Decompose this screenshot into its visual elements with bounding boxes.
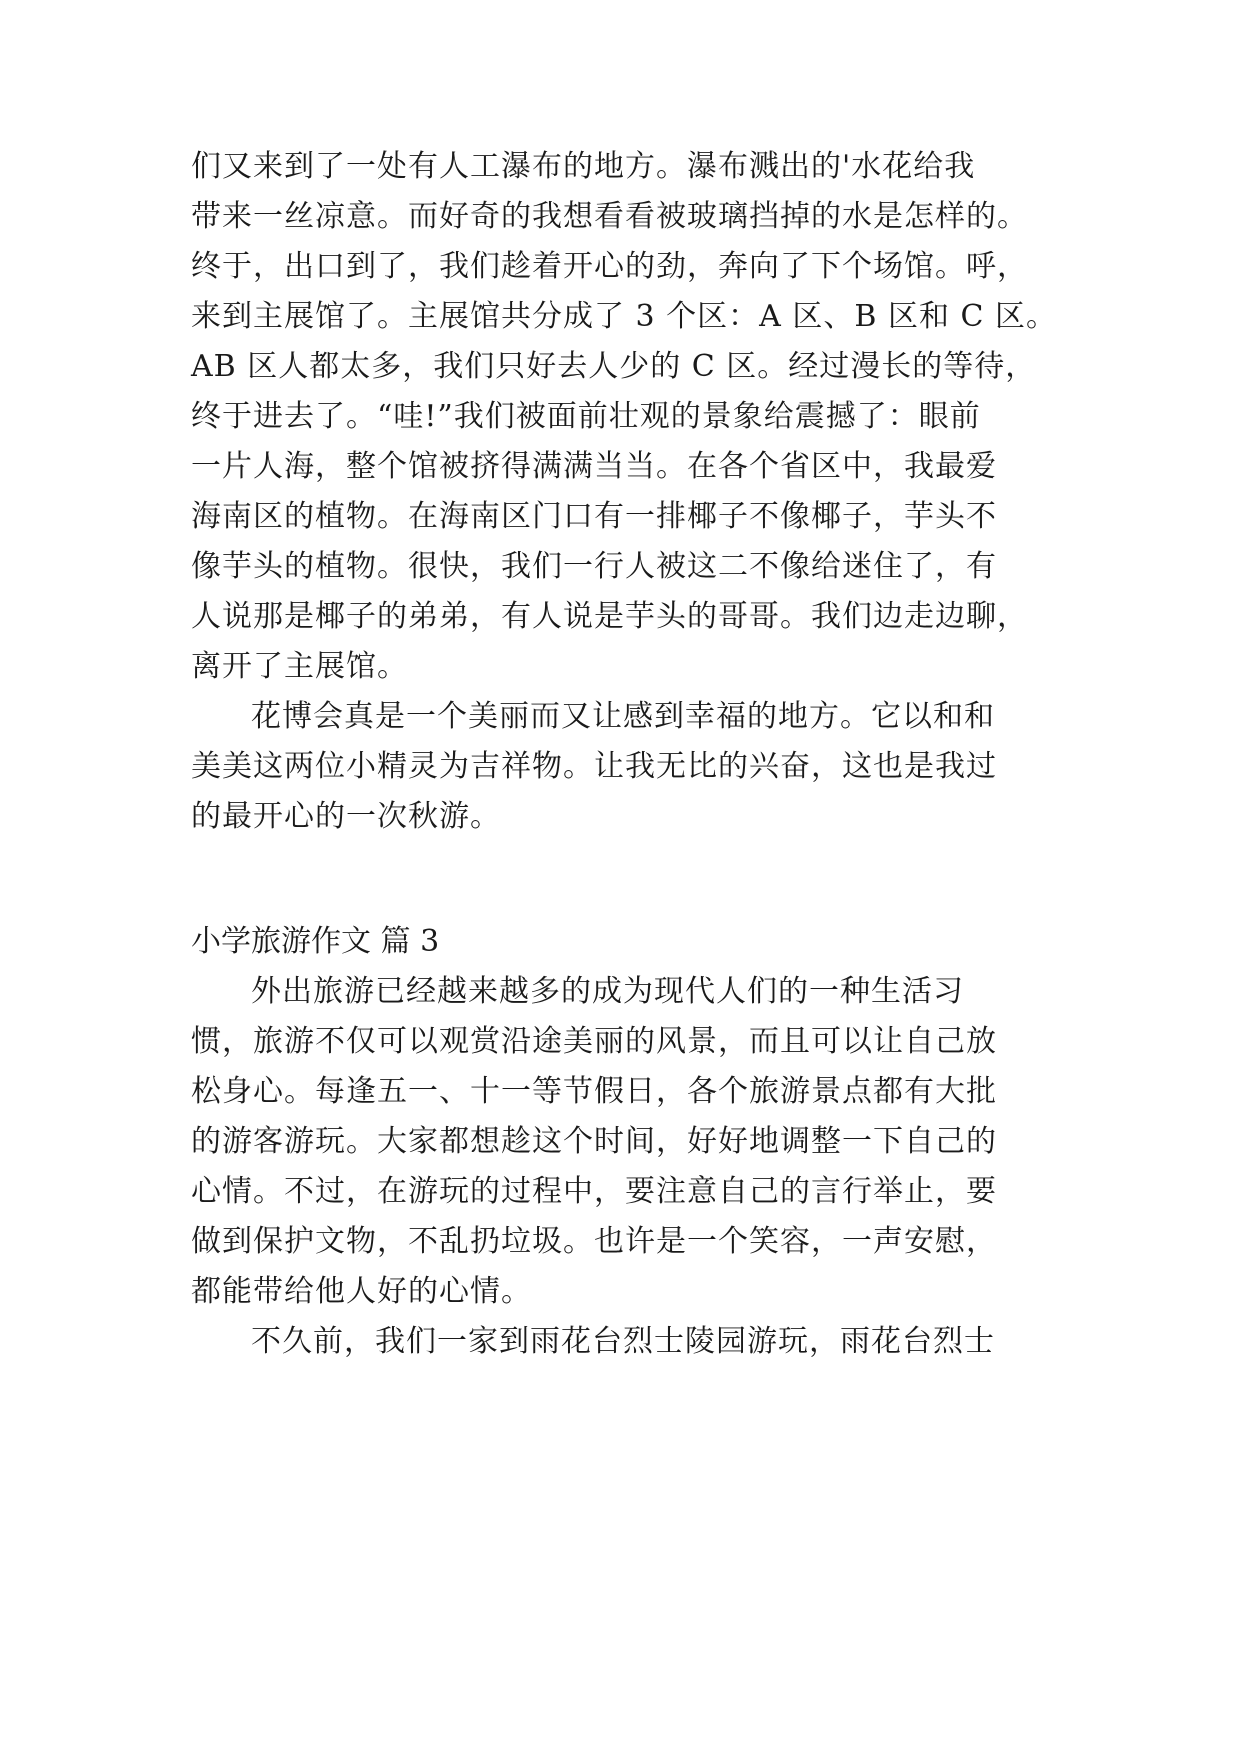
section-heading: 小学旅游作文 篇 3 bbox=[191, 924, 440, 959]
text-line: AB 区人都太多，我们只好去人少的 C 区。经过漫长的等待， bbox=[191, 349, 1037, 384]
paragraph-start-line: 不久前，我们一家到雨花台烈士陵园游玩，雨花台烈士 bbox=[251, 1324, 995, 1359]
text-line: 来到主展馆了。主展馆共分成了 3 个区：A 区、B 区和 C 区。 bbox=[191, 299, 1057, 334]
text-line: 像芋头的植物。很快，我们一行人被这二不像给迷住了，有 bbox=[191, 549, 997, 584]
text-line: 惯，旅游不仅可以观赏沿途美丽的风景，而且可以让自己放 bbox=[191, 1024, 997, 1059]
text-line: 终于，出口到了，我们趁着开心的劲，奔向了下个场馆。呼， bbox=[191, 249, 1028, 284]
text-line: 美美这两位小精灵为吉祥物。让我无比的兴奋，这也是我过 bbox=[191, 749, 997, 784]
text-line: 带来一丝凉意。而好奇的我想看看被玻璃挡掉的水是怎样的。 bbox=[191, 199, 1028, 234]
text-line: 一片人海，整个馆被挤得满满当当。在各个省区中，我最爱 bbox=[191, 449, 997, 484]
text-line: 松身心。每逢五一、十一等节假日，各个旅游景点都有大批 bbox=[191, 1074, 997, 1109]
text-line: 人说那是椰子的弟弟，有人说是芋头的哥哥。我们边走边聊， bbox=[191, 599, 1028, 634]
text-line: 做到保护文物，不乱扔垃圾。也许是一个笑容，一声安慰， bbox=[191, 1224, 997, 1259]
text-line: 都能带给他人好的心情。 bbox=[191, 1274, 532, 1309]
paragraph-start-line: 外出旅游已经越来越多的成为现代人们的一种生活习 bbox=[251, 974, 964, 1009]
text-line: 心情。不过，在游玩的过程中，要注意自己的言行举止，要 bbox=[191, 1174, 997, 1209]
paragraph-start-line: 花博会真是一个美丽而又让感到幸福的地方。它以和和 bbox=[251, 699, 995, 734]
text-line: 离开了主展馆。 bbox=[191, 649, 408, 684]
text-line: 的最开心的一次秋游。 bbox=[191, 799, 501, 834]
text-line: 海南区的植物。在海南区门口有一排椰子不像椰子，芋头不 bbox=[191, 499, 997, 534]
text-line: 终于进去了。“哇!”我们被面前壮观的景象给震撼了：眼前 bbox=[191, 399, 981, 434]
text-line: 的游客游玩。大家都想趁这个时间，好好地调整一下自己的 bbox=[191, 1124, 997, 1159]
text-line: 们又来到了一处有人工瀑布的地方。瀑布溅出的'水花给我 bbox=[191, 149, 976, 184]
